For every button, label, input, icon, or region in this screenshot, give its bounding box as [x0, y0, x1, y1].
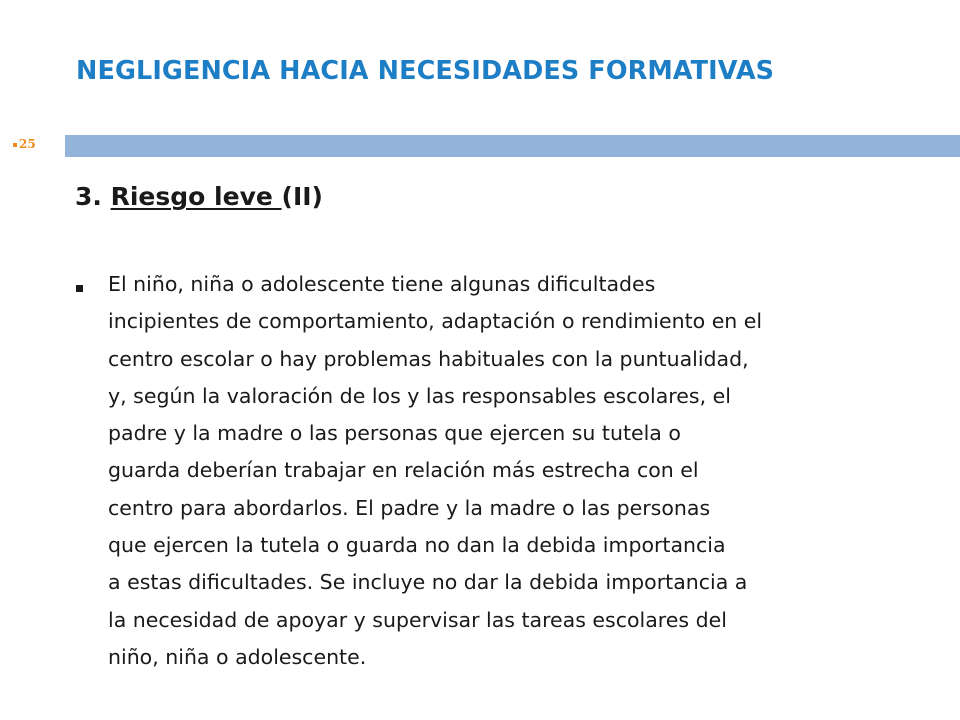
subtitle-emphasis: Riesgo leve [110, 182, 282, 211]
square-bullet-icon [76, 285, 83, 292]
paragraph-line: y, según la valoración de los y las responsables escolares, el [108, 383, 731, 408]
paragraph-line: El niño, niña o adolescente tiene algunas dificultades [108, 272, 656, 296]
subtitle-suffix: (II) [281, 182, 323, 211]
paragraph-line: la necesidad de apoyar y supervisar las tareas escolares del [108, 607, 727, 632]
slide-number [13, 137, 36, 151]
paragraph-line: a estas dificultades. Se incluye no dar la debida importancia a [108, 570, 748, 595]
paragraph-line: centro escolar o hay problemas habituales con la puntualidad, [108, 346, 749, 371]
subtitle-prefix: 3. [75, 182, 111, 211]
square-bullet-icon [13, 143, 17, 147]
section-subtitle [75, 182, 323, 211]
slide-number-value: 25 [19, 137, 36, 151]
header-bar [65, 135, 960, 157]
bullet-paragraph [108, 266, 928, 676]
paragraph-line: padre y la madre o las personas que ejercen su tutela o [108, 421, 681, 446]
paragraph-line: guarda deberían trabajar en relación más estrecha con el [108, 458, 699, 483]
paragraph-line: niño, niña o adolescente. [108, 644, 367, 669]
slide-title: NEGLIGENCIA HACIA NECESIDADES FORMATIVAS [76, 56, 775, 86]
paragraph-line: que ejercen la tutela o guarda no dan la debida importancia [108, 533, 726, 558]
paragraph-line: centro para abordarlos. El padre y la madre o las personas [108, 495, 711, 520]
paragraph-line: incipientes de comportamiento, adaptación o rendimiento en el [108, 309, 763, 334]
